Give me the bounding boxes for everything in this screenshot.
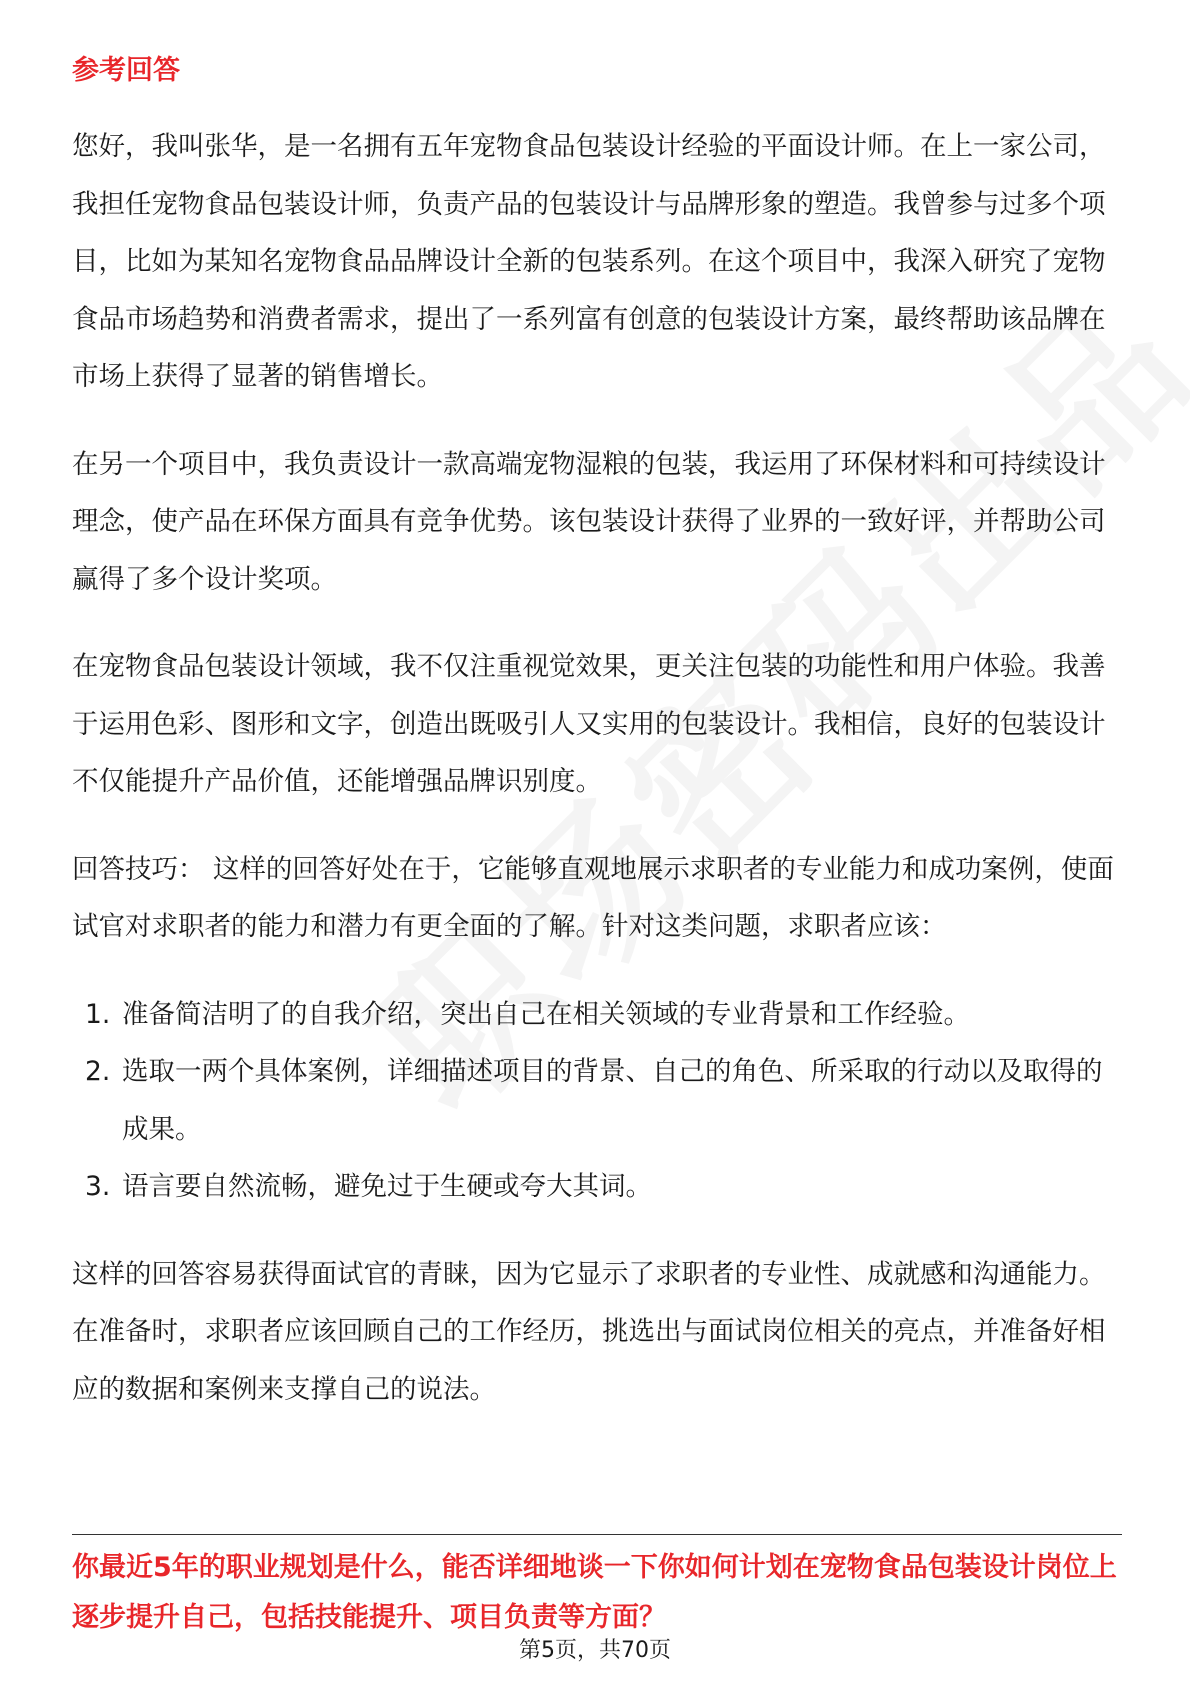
list-item: [72, 986, 1122, 1044]
list-text: 语言要自然流畅，避免过于生硬或夸大其词。: [122, 1171, 652, 1202]
list-text: 准备简洁明了的自我介绍，突出自己在相关领域的专业背景和工作经验。: [122, 998, 970, 1030]
tips-list: [72, 986, 1122, 1216]
list-item: [72, 1043, 1122, 1158]
answer-paragraph-3: 在宠物食品包装设计领域，我不仅注重视觉效果，更关注包装的功能性和用户体验。我善于运用色彩、图形和文字，创造出既吸引人又实用的包装设计。我相信，良好的包装设计不仅能提升产品价值，还能增强品牌识别度。: [72, 651, 1106, 797]
answer-paragraph-2: 在另一个项目中，我负责设计一款高端宠物湿粮的包装，我运用了环保材料和可持续设计理念，使产品在环保方面具有竞争优势。该包装设计获得了业界的一致好评，并帮助公司赢得了多个设计奖项。: [72, 448, 1106, 595]
section-divider: [72, 1534, 1122, 1535]
list-number: 1.: [85, 998, 111, 1030]
answer-paragraph-1: 您好，我叫张华，是一名拥有五年宠物食品包装设计经验的平面设计师。在上一家公司，我担任宠物食品包装设计师，负责产品的包装设计与品牌形象的塑造。我曾参与过多个项目，比如为某知名宠物食品品牌设计全新的包装系列。在这个项目中，我深入研究了宠物食品市场趋势和消费者需求，提出了一系列富有创意的包装设计方案，最终帮助该品牌在市场上获得了显著的销售增长。: [72, 131, 1106, 392]
answer-body: [72, 118, 1122, 1448]
list-item: [72, 1158, 1122, 1216]
answer-tips: 回答技巧： 这样的回答好处在于，它能够直观地展示求职者的专业能力和成功案例，使面试官对求职者的能力和潜力有更全面的了解。针对这类问题，求职者应该：: [72, 853, 1114, 942]
section-title: 参考回答: [72, 55, 180, 86]
list-number: 2.: [85, 1056, 111, 1087]
page-number: 第5页，共70页: [519, 1638, 671, 1663]
list-number: 3.: [85, 1171, 111, 1202]
next-question: 你最近5年的职业规划是什么，能否详细地谈一下你如何计划在宠物食品包装设计岗位上逐步提升自己，包括技能提升、项目负责等方面？: [72, 1552, 1117, 1633]
list-text: 选取一两个具体案例，详细描述项目的背景、自己的角色、所采取的行动以及取得的成果。: [122, 1056, 1103, 1145]
closing-paragraph: 这样的回答容易获得面试官的青睐，因为它显示了求职者的专业性、成就感和沟通能力。在准备时，求职者应该回顾自己的工作经历，挑选出与面试岗位相关的亮点，并准备好相应的数据和案例来支撑自己的说法。: [72, 1258, 1106, 1405]
